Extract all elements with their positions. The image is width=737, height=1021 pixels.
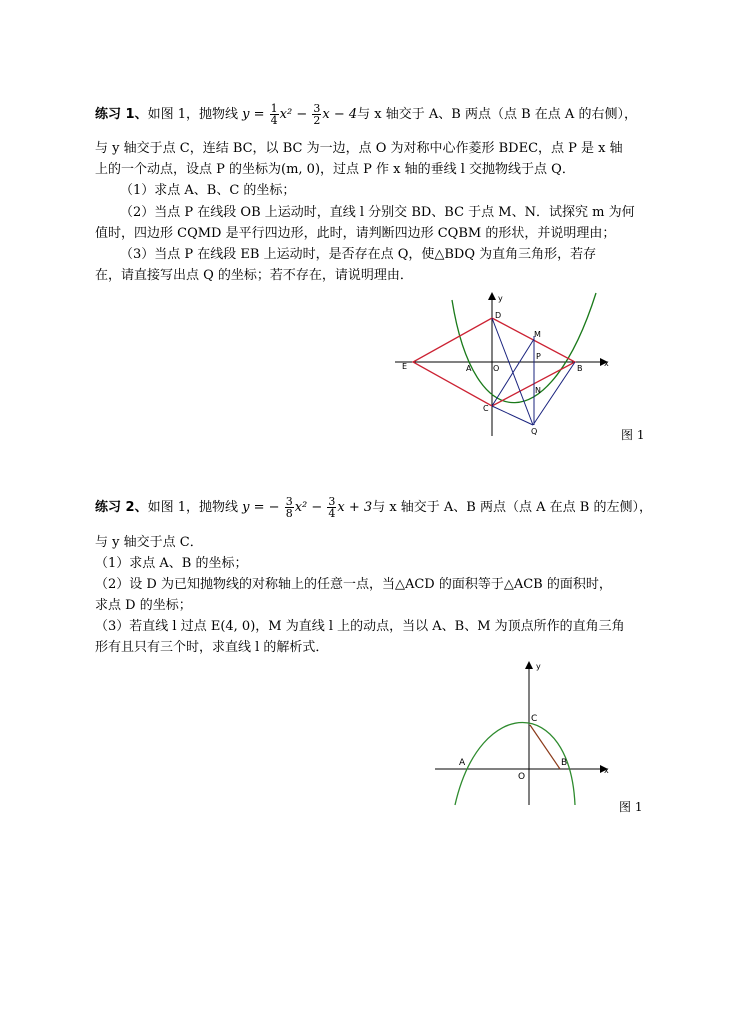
ex2-question3b: 形有且只有三个时，求直线 l 的解析式． bbox=[95, 640, 329, 655]
ex1-question1: （1）求点 A、B、C 的坐标； bbox=[120, 183, 296, 198]
eq2-tail: x + 3 bbox=[337, 500, 373, 515]
eq-tail: x − 4 bbox=[322, 107, 358, 122]
ex1-question3b: 在，请直接写出点 Q 的坐标；若不存在，请说明理由． bbox=[95, 268, 413, 283]
ex2-question2b: 求点 D 的坐标； bbox=[95, 598, 192, 613]
fig1-label-D: D bbox=[495, 311, 502, 320]
fig1-label-E: E bbox=[402, 362, 408, 371]
ex1-line1-rest: 与 x 轴交于 A、B 两点（点 B 在点 A 的右侧）， bbox=[357, 107, 637, 122]
fig2-label-A: A bbox=[459, 758, 466, 768]
fig1-caption: 图 1 bbox=[621, 428, 645, 442]
ex2-question2a: （2）设 D 为已知抛物线的对称轴上的任意一点，当△ACD 的面积等于△ACB 的面积时， bbox=[95, 577, 612, 592]
fig2-caption: 图 1 bbox=[619, 800, 643, 814]
eq2-y: y bbox=[242, 500, 250, 515]
fig2-label-O: O bbox=[518, 772, 526, 782]
ex1-line2: 与 y 轴交于点 C，连结 BC，以 BC 为一边，点 O 为对称中心作菱形 BDEC，点 P 是 x 轴 bbox=[95, 141, 623, 156]
fraction-3: $\frac{3}{8}$ bbox=[285, 495, 293, 520]
fraction-2: $\frac{3}{2}$ bbox=[313, 102, 321, 127]
eq2-minus: − bbox=[311, 500, 323, 515]
fig1-y-arrow bbox=[488, 292, 496, 300]
fig1-label-O: O bbox=[493, 364, 500, 373]
ex1-line1 bbox=[95, 103, 637, 126]
fig1-label-A: A bbox=[466, 364, 472, 373]
eq-x2: x² bbox=[279, 107, 293, 122]
figure-2 bbox=[430, 655, 620, 815]
ex2-question3a: （3）若直线 l 过点 E(4, 0)，M 为直线 l 上的动点，当以 A、B、M 为顶点所作的直角三角 bbox=[95, 619, 625, 634]
ex2-intro: 如图 1，抛物线 bbox=[147, 500, 238, 515]
eq-y: y bbox=[242, 107, 250, 122]
fig1-label-P: P bbox=[536, 352, 541, 361]
ex2-line1-rest: 与 x 轴交于 A、B 两点（点 A 在点 B 的左侧）， bbox=[372, 500, 652, 515]
ex1-heading: 练习 1、 bbox=[95, 107, 148, 122]
fig1-label-B: B bbox=[577, 364, 583, 373]
ex1-intro: 如图 1，抛物线 bbox=[147, 107, 238, 122]
eq2-x2: x² bbox=[294, 500, 308, 515]
fig1-label-x: x bbox=[604, 359, 609, 368]
ex2-line1 bbox=[95, 496, 652, 519]
ex1-question2b: 值时，四边形 CQMD 是平行四边形，此时，请判断四边形 CQBM 的形状，并说明理由； bbox=[95, 226, 616, 241]
ex1-line3: 上的一个动点，设点 P 的坐标为(m, 0)，过点 P 作 x 轴的垂线 l 交抛物线于点 Q． bbox=[95, 162, 575, 177]
eq-minus: − bbox=[296, 107, 308, 122]
eq2-equals: = − bbox=[253, 500, 280, 515]
fig1-parabola bbox=[452, 293, 596, 403]
fraction-4: $\frac{3}{4}$ bbox=[328, 495, 336, 520]
ex2-heading: 练习 2、 bbox=[95, 500, 148, 515]
eq-equals: = bbox=[253, 107, 265, 122]
fig2-chord-CB bbox=[530, 725, 560, 769]
figure-1 bbox=[390, 288, 620, 448]
fig1-label-y: y bbox=[498, 294, 503, 303]
ex2-question1: （1）求点 A、B 的坐标； bbox=[95, 556, 248, 571]
fig1-label-N: N bbox=[535, 386, 541, 395]
ex2-line2: 与 y 轴交于点 C． bbox=[95, 535, 203, 550]
fraction-1: $\frac{1}{4}$ bbox=[270, 102, 278, 127]
fig1-label-M: M bbox=[534, 330, 541, 339]
fig1-label-Q: Q bbox=[531, 427, 538, 436]
fig2-label-x: x bbox=[604, 766, 609, 775]
fig1-label-C: C bbox=[483, 404, 489, 413]
ex1-question2a: （2）当点 P 在线段 OB 上运动时，直线 l 分别交 BD、BC 于点 M、N．试探究 m 为何 bbox=[120, 205, 635, 220]
fig2-label-y: y bbox=[536, 662, 541, 671]
fig2-label-B: B bbox=[561, 758, 568, 768]
fig2-label-C: C bbox=[531, 714, 538, 724]
fig2-y-arrow bbox=[525, 661, 533, 669]
ex1-question3a: （3）当点 P 在线段 EB 上运动时，是否存在点 Q，使△BDQ 为直角三角形，若存 bbox=[120, 247, 597, 262]
